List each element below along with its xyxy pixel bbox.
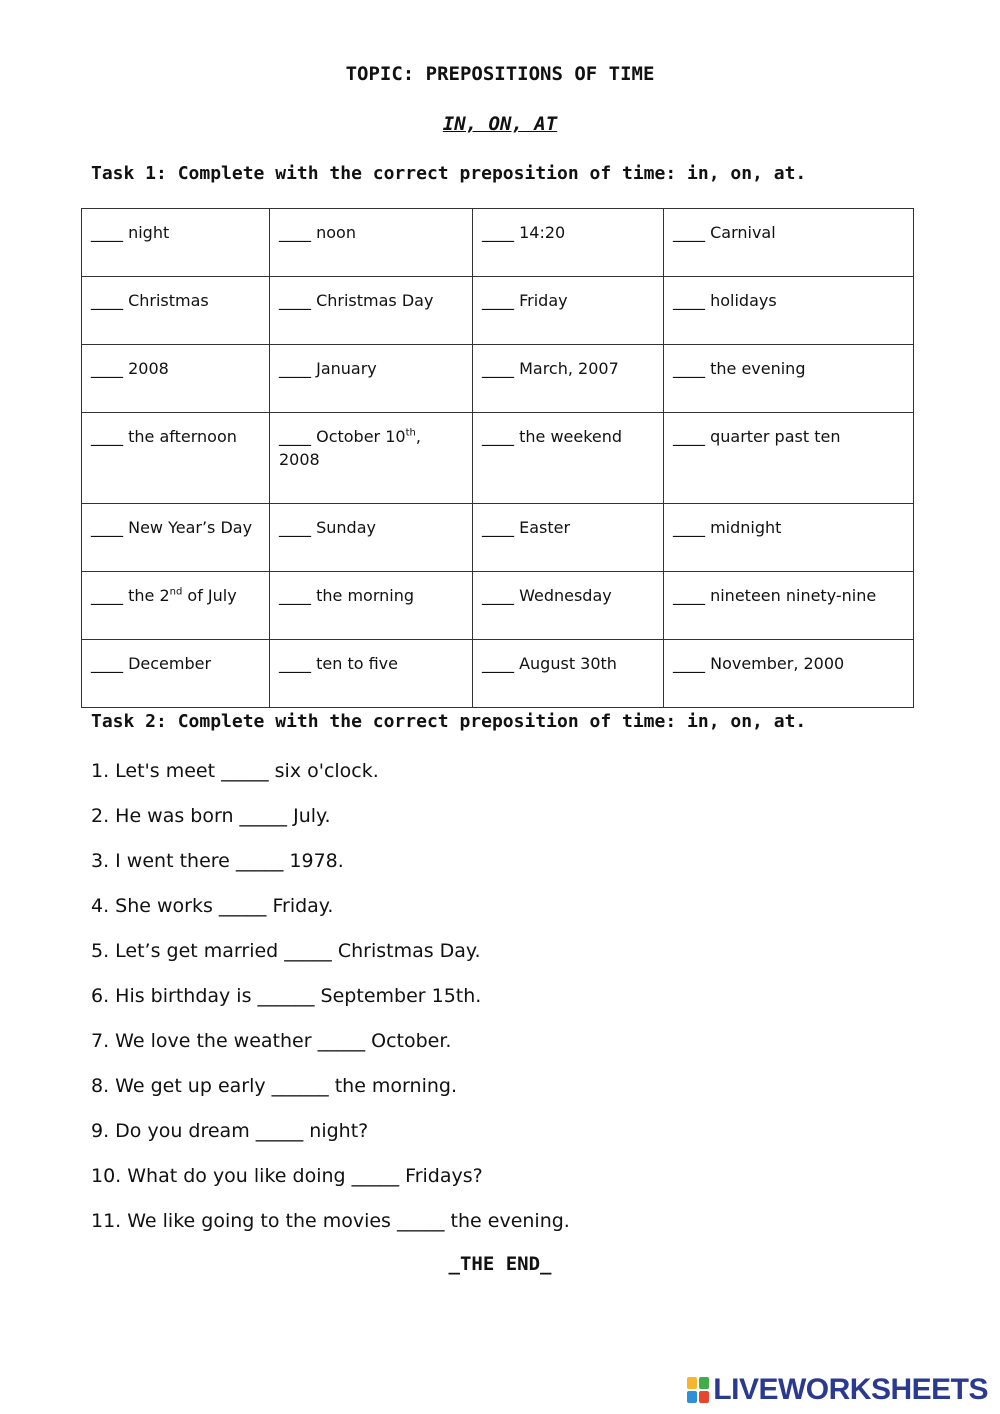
answer-blank[interactable]: ____: [482, 223, 514, 242]
answer-blank[interactable]: ____: [673, 586, 705, 605]
cell-phrase: midnight: [710, 518, 782, 537]
sentence-item: 2. He was born _____ July.: [91, 805, 331, 827]
cell-phrase: ten to five: [316, 654, 398, 673]
answer-blank[interactable]: ____: [279, 518, 311, 537]
sentence-item: 9. Do you dream _____ night?: [91, 1120, 369, 1142]
answer-blank[interactable]: ____: [673, 654, 705, 673]
cell-phrase: December: [128, 654, 212, 673]
table-cell: [473, 572, 664, 640]
cell-phrase: Sunday: [316, 518, 376, 537]
sentence-item: 10. What do you like doing _____ Fridays?: [91, 1165, 483, 1187]
table-cell: [82, 640, 270, 708]
table-cell: [270, 209, 473, 277]
answer-blank[interactable]: ____: [91, 427, 123, 446]
answer-blank[interactable]: ____: [482, 654, 514, 673]
answer-blank[interactable]: ____: [482, 427, 514, 446]
table-row: [82, 345, 914, 413]
answer-blank[interactable]: ____: [279, 427, 311, 446]
answer-blank[interactable]: ____: [482, 518, 514, 537]
cell-phrase: the weekend: [519, 427, 623, 446]
cell-phrase: nineteen ninety-nine: [710, 586, 877, 605]
cell-phrase: Wednesday: [519, 586, 612, 605]
answer-blank[interactable]: ____: [673, 427, 705, 446]
cell-phrase: August 30th: [519, 654, 617, 673]
cell-phrase: Carnival: [710, 223, 776, 242]
sentence-item: 7. We love the weather _____ October.: [91, 1030, 452, 1052]
logo-block: [699, 1391, 709, 1403]
cell-phrase: noon: [316, 223, 356, 242]
cell-phrase: January: [316, 359, 377, 378]
sentence-list: [91, 757, 570, 1252]
table-row: [82, 572, 914, 640]
answer-blank[interactable]: ____: [91, 223, 123, 242]
answer-blank[interactable]: ____: [673, 223, 705, 242]
task1-instruction: Task 1: Complete with the correct preposition of time: in, on, at.: [91, 163, 807, 184]
cell-phrase: Christmas: [128, 291, 209, 310]
task2-instruction: Task 2: Complete with the correct preposition of time: in, on, at.: [91, 711, 807, 732]
table-cell: [82, 209, 270, 277]
table-cell: [270, 345, 473, 413]
cell-phrase: October 10th, 2008: [279, 427, 421, 469]
table-cell: [270, 413, 473, 504]
answer-blank[interactable]: ____: [279, 223, 311, 242]
cell-phrase: 14:20: [519, 223, 566, 242]
liveworksheets-logo[interactable]: [687, 1374, 988, 1406]
end-marker: _THE END_: [448, 1253, 552, 1275]
answer-blank[interactable]: ____: [279, 359, 311, 378]
table-cell: [664, 209, 914, 277]
cell-phrase: the evening: [710, 359, 806, 378]
answer-blank[interactable]: ____: [673, 518, 705, 537]
answer-blank[interactable]: ____: [279, 291, 311, 310]
table-row: [82, 504, 914, 572]
cell-phrase: March, 2007: [519, 359, 619, 378]
table-cell: [664, 413, 914, 504]
sentence-item: 1. Let's meet _____ six o'clock.: [91, 760, 379, 782]
cell-phrase: the 2nd of July: [128, 586, 237, 605]
table-row: [82, 277, 914, 345]
sentence-item: 6. His birthday is ______ September 15th.: [91, 985, 482, 1007]
cell-phrase: quarter past ten: [710, 427, 841, 446]
answer-blank[interactable]: ____: [91, 654, 123, 673]
cell-phrase: New Year’s Day: [128, 518, 253, 537]
sentence-item: 5. Let’s get married _____ Christmas Day.: [91, 940, 481, 962]
table-cell: [473, 504, 664, 572]
page-subtitle: IN, ON, AT: [442, 113, 558, 135]
table-cell: [473, 345, 664, 413]
table-row: [82, 413, 914, 504]
cell-phrase: the afternoon: [128, 427, 237, 446]
cell-phrase: night: [128, 223, 170, 242]
logo-block: [687, 1377, 697, 1389]
answer-blank[interactable]: ____: [91, 291, 123, 310]
cell-phrase: Friday: [519, 291, 568, 310]
table-cell: [664, 345, 914, 413]
sentence-item: 8. We get up early ______ the morning.: [91, 1075, 457, 1097]
table-cell: [664, 504, 914, 572]
cell-phrase: 2008: [128, 359, 169, 378]
table-cell: [664, 640, 914, 708]
table-cell: [82, 572, 270, 640]
table-cell: [664, 572, 914, 640]
preposition-table: [81, 208, 914, 708]
answer-blank[interactable]: ____: [673, 291, 705, 310]
sentence-item: 4. She works _____ Friday.: [91, 895, 334, 917]
answer-blank[interactable]: ____: [482, 586, 514, 605]
cell-phrase: holidays: [710, 291, 777, 310]
answer-blank[interactable]: ____: [91, 359, 123, 378]
logo-block: [687, 1391, 697, 1403]
cell-phrase: Easter: [519, 518, 571, 537]
page-title: TOPIC: PREPOSITIONS OF TIME: [345, 63, 655, 85]
answer-blank[interactable]: ____: [279, 586, 311, 605]
table-cell: [82, 277, 270, 345]
answer-blank[interactable]: ____: [279, 654, 311, 673]
table-cell: [270, 640, 473, 708]
table-cell: [664, 277, 914, 345]
brand-name: LIVEWORKSHEETS: [713, 1373, 988, 1406]
table-row: [82, 640, 914, 708]
table-cell: [473, 640, 664, 708]
sentence-item: 11. We like going to the movies _____ the evening.: [91, 1210, 570, 1232]
answer-blank[interactable]: ____: [91, 518, 123, 537]
logo-block: [699, 1377, 709, 1389]
table-row: [82, 209, 914, 277]
table-cell: [270, 572, 473, 640]
sentence-item: 3. I went there _____ 1978.: [91, 850, 344, 872]
table-cell: [82, 504, 270, 572]
table-cell: [473, 413, 664, 504]
logo-blocks-icon: [687, 1377, 709, 1403]
table-cell: [82, 345, 270, 413]
table-cell: [473, 277, 664, 345]
table-cell: [270, 504, 473, 572]
answer-blank[interactable]: ____: [673, 359, 705, 378]
cell-phrase: November, 2000: [710, 654, 845, 673]
table-cell: [473, 209, 664, 277]
table-cell: [82, 413, 270, 504]
answer-blank[interactable]: ____: [91, 586, 123, 605]
cell-phrase: the morning: [316, 586, 414, 605]
table-cell: [270, 277, 473, 345]
answer-blank[interactable]: ____: [482, 359, 514, 378]
cell-phrase: Christmas Day: [316, 291, 434, 310]
answer-blank[interactable]: ____: [482, 291, 514, 310]
